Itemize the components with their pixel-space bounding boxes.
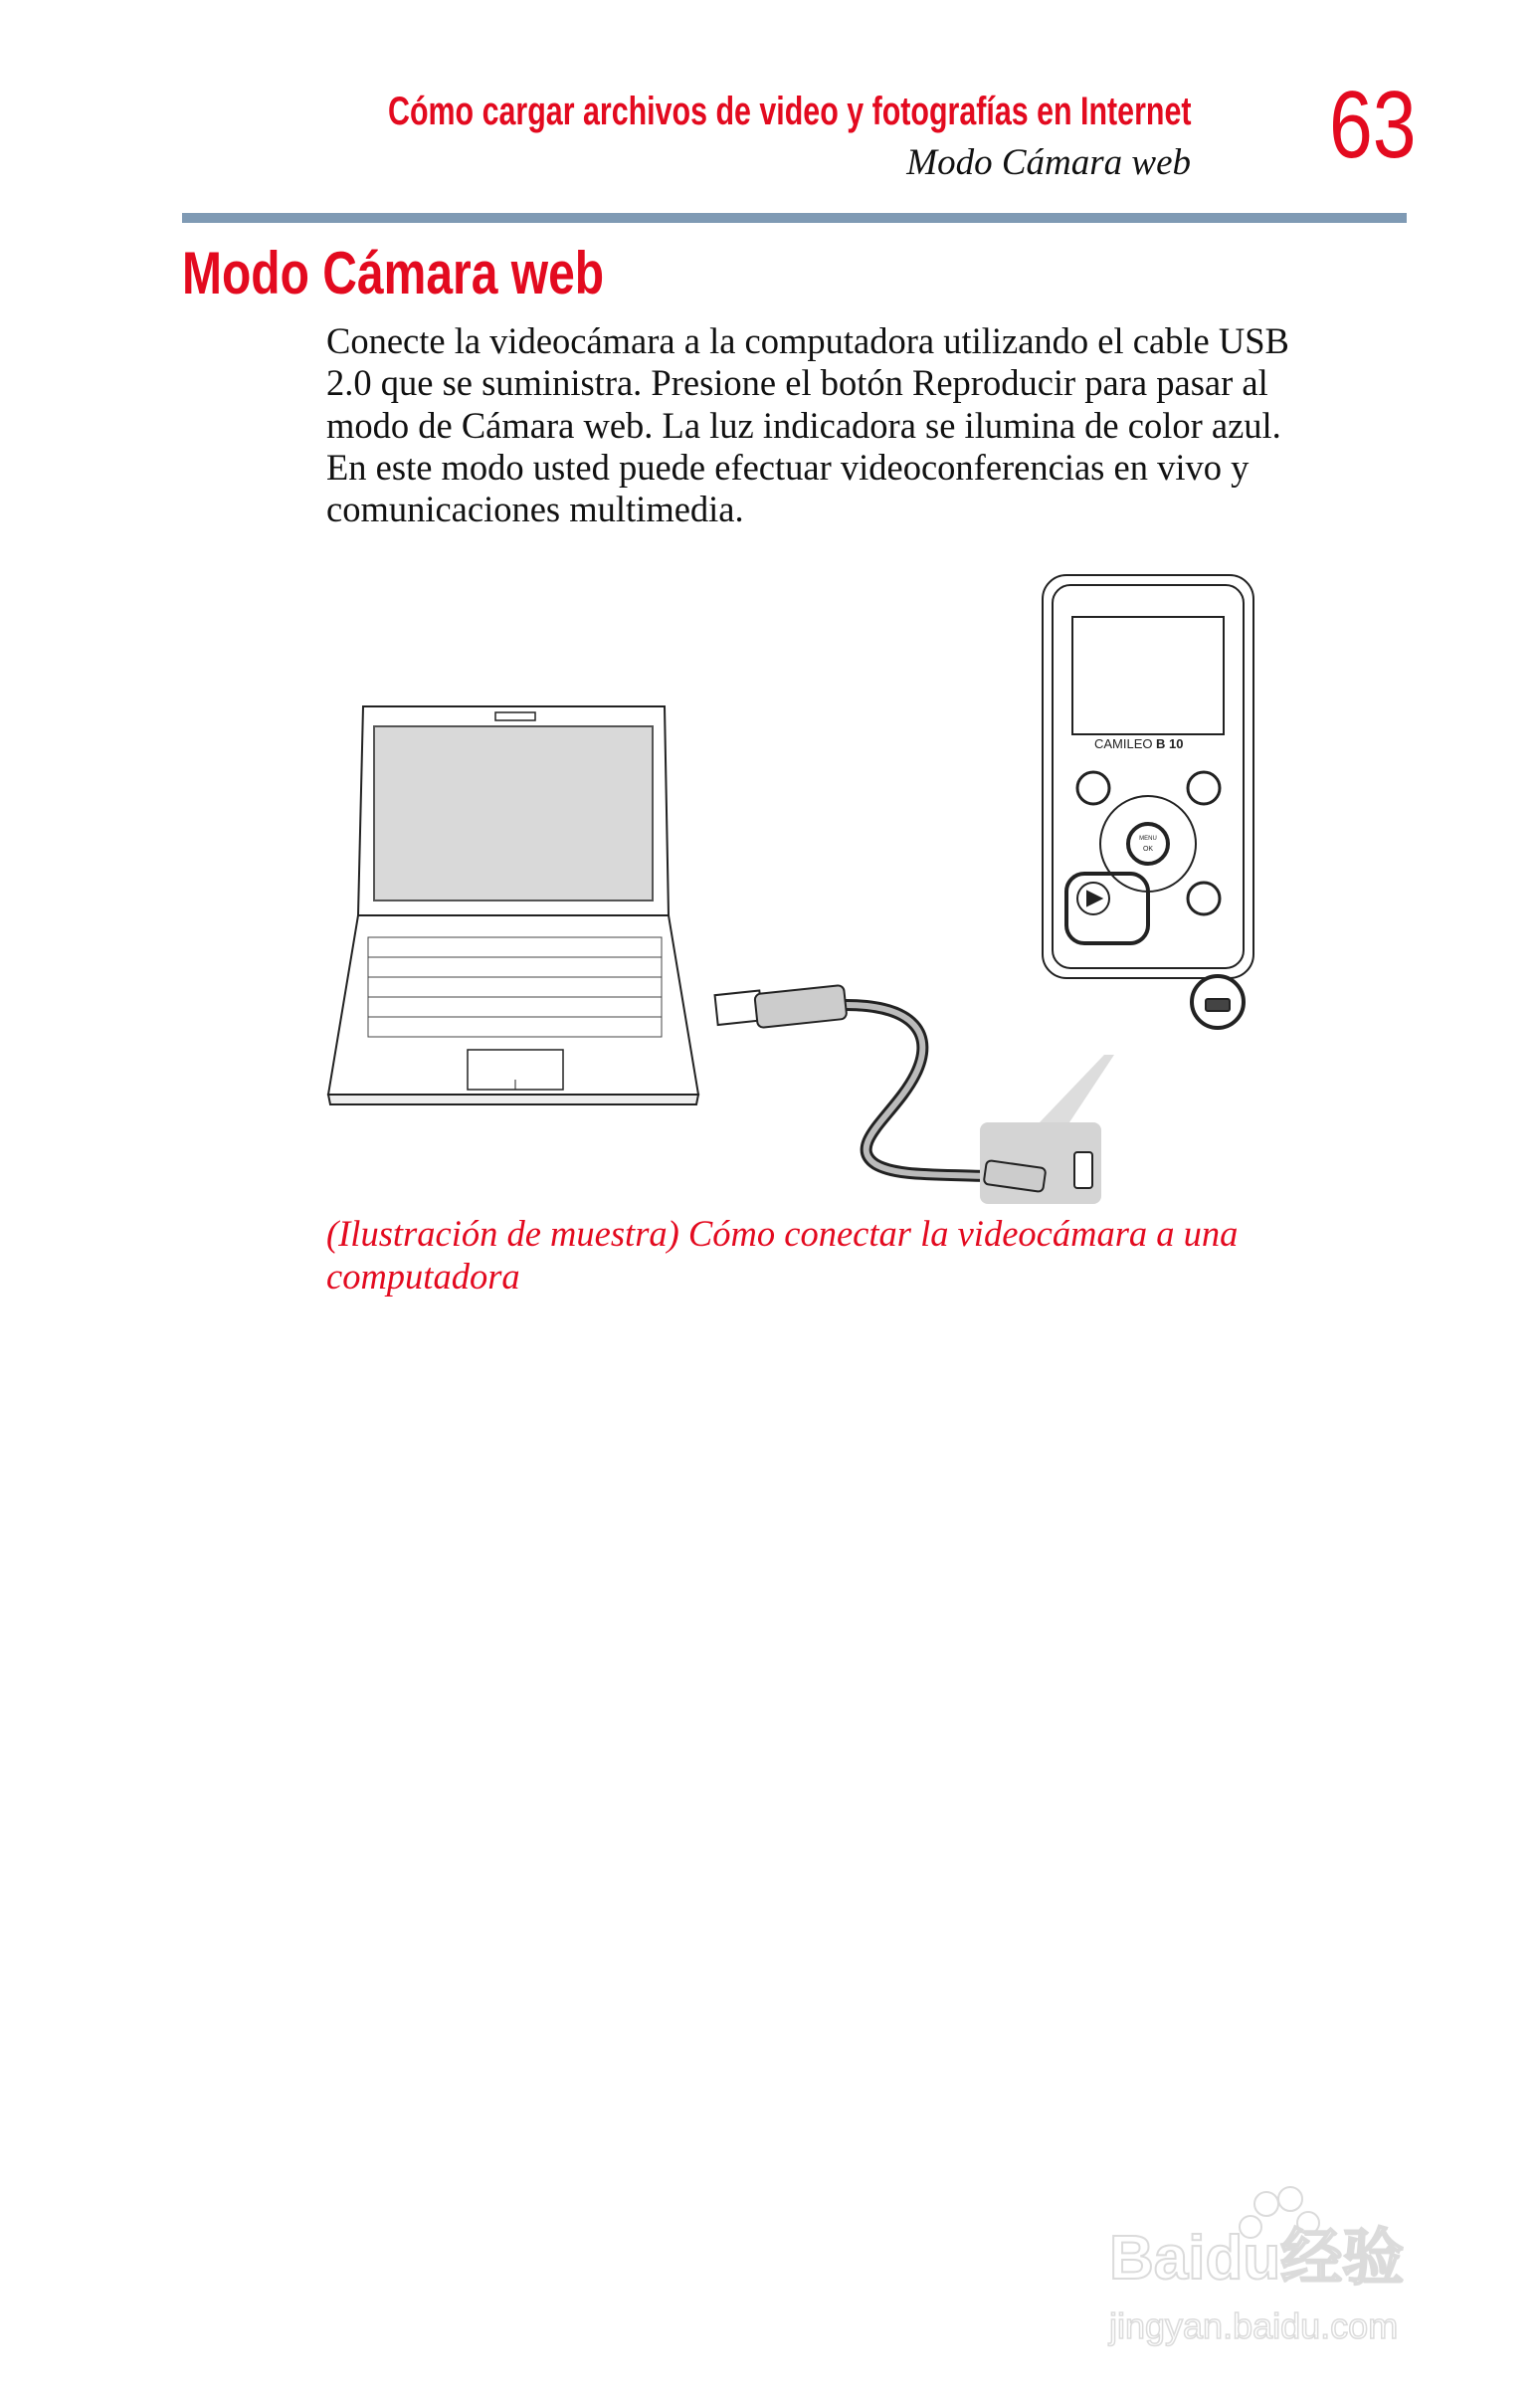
chapter-title: Cómo cargar archivos de video y fotografías en Internet [387,90,1191,133]
camera-model: B 10 [1156,736,1184,751]
body-line: comunicaciones multimedia. [326,489,744,530]
menu-label: MENU [1139,836,1157,842]
usb-cable-icon [715,985,985,1176]
laptop-icon [328,706,698,1104]
connection-illustration [318,567,1263,1214]
caption-line: computadora [326,1256,520,1297]
watermark-url: jingyan.baidu.com [1109,2305,1399,2346]
section-heading: Modo Cámara web [182,240,605,306]
body-line: En este modo usted puede efectuar videoconferencias en vivo y [326,446,1250,488]
header-divider [182,213,1407,223]
body-paragraph [326,320,1401,530]
page-number: 63 [1329,72,1417,178]
watermark-brand: Baidu经验 [1109,2224,1405,2293]
baidu-watermark [1099,2179,1457,2353]
camera-brand: CAMILEO [1094,736,1153,751]
body-line: 2.0 que se suministra. Presione el botón Reproducir para pasar al [326,362,1268,404]
body-line: modo de Cámara web. La luz indicadora se ilumina de color azul. [326,404,1281,446]
body-line: Conecte la videocámara a la computadora utilizando el cable USB [326,320,1289,361]
figure-caption [326,1212,1238,1298]
section-subtitle: Modo Cámara web [906,142,1191,183]
ok-label: OK [1142,846,1154,853]
camcorder-icon [1043,575,1253,1028]
caption-line: (Ilustración de muestra) Cómo conectar la videocámara a una [326,1213,1239,1254]
